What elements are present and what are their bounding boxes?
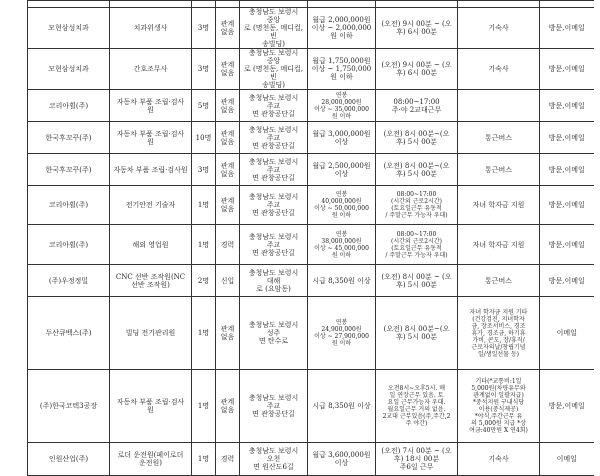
job-title-cell: 자동차 부품 조립·검사 원 (110, 90, 192, 122)
experience-cell: 경력 (216, 225, 240, 265)
company-cell: 모현삼성치과 (28, 8, 110, 49)
table-row (28, 122, 594, 154)
headcount-cell: 1명 (192, 297, 216, 370)
headcount-cell: 3명 (192, 8, 216, 49)
job-title-cell: 자동차 부품 조립·검사 원 (110, 122, 192, 154)
table-row (28, 49, 594, 90)
job-title-cell: 간호조무사 (110, 49, 192, 90)
benefit-cell: 통근버스 (458, 265, 540, 297)
location-cell: 충청남도 보령시 주교 면 관창공단길 (240, 122, 308, 154)
headcount-cell: 1명 (192, 443, 216, 476)
company-cell: 두산큐벡스(주) (28, 297, 110, 370)
location-cell: 충청남도 보령시 주교 면 관창공단길 (240, 370, 308, 443)
benefit-cell: 통근버스 (458, 122, 540, 154)
benefit-cell: 통근버스 (458, 154, 540, 186)
experience-cell: 관계 없음 (216, 154, 240, 186)
headcount-cell: 10명 (192, 122, 216, 154)
job-listing-table (27, 0, 594, 476)
table-row (28, 154, 594, 186)
table-top-edge (28, 1, 594, 8)
location-cell: 충청남도 보령시 주교 면 관창공단길 (240, 186, 308, 225)
job-title-cell: 치과위생사 (110, 8, 192, 49)
experience-cell: 관계 없음 (216, 49, 240, 90)
work-hours-cell: 08:00~17:00 (시간외 근로2시간) (토요일근무 유동적 / 주말근무 가능자 우대) (376, 186, 458, 225)
work-hours-cell: (오전) 8시 00분~(오 후) 5시 00분 (376, 154, 458, 186)
table-row (28, 370, 594, 443)
experience-cell: 관계 없음 (216, 8, 240, 49)
company-cell: (주)우정정밀 (28, 265, 110, 297)
apply-method-cell: 이메일 (540, 443, 594, 476)
location-cell: 충청남도 보령시 주교 면 관창공단길 (240, 154, 308, 186)
pay-cell: 월급 2,000,000원 이상 ~ 2,000,000 원 이하 (308, 8, 376, 49)
job-title-cell: 해외 영업원 (110, 225, 192, 265)
pay-cell: 월급 1,750,000원 이상 ~ 1,750,000 원 이하 (308, 49, 376, 90)
location-cell: 충청남도 보령시 주교 면 관창공단길 (240, 225, 308, 265)
company-cell: 한국후꼬꾸(주) (28, 122, 110, 154)
pay-cell: 연봉 40,000,000원 이상 ~ 50,000,000 원 이하 (308, 186, 376, 225)
headcount-cell: 1명 (192, 225, 216, 265)
headcount-cell: 3명 (192, 49, 216, 90)
pay-cell: 월급 3,600,000원 이상 (308, 443, 376, 476)
apply-method-cell: 방문,이메일 (540, 8, 594, 49)
company-cell: (주)한국코텍3공장 (28, 370, 110, 443)
company-cell: 인원산업(주) (28, 443, 110, 476)
benefit-cell: 자녀 학자금 지원 (458, 225, 540, 265)
headcount-cell: 1명 (192, 186, 216, 225)
benefit-cell: 기타(*교통비:1일 5,000원(차량유무와 관계없이 일괄지급) *중석지원 구내식당 이용(중식제공) *야식,주간근무 유 의 5,000원 지급 *상 여금:40만원 X 연4회) (458, 370, 540, 443)
location-cell: 충청남도 보령시 중앙 로 (명천동, 메디컬,빈 송빌딩) (240, 8, 308, 49)
experience-cell: 관계 없음 (216, 122, 240, 154)
pay-cell: 연봉 38,000,000원 이상 ~ 45,000,000 원 이하 (308, 225, 376, 265)
benefit-cell (458, 90, 540, 122)
experience-cell: 관계 없음 (216, 297, 240, 370)
apply-method-cell: 방문,이메일 (540, 49, 594, 90)
table-row (28, 297, 594, 370)
pay-cell: 시급 8,350원 이상 (308, 265, 376, 297)
benefit-cell: 기숙사 (458, 49, 540, 90)
location-cell: 충청남도 보령시 주교 면 관창공단길 (240, 90, 308, 122)
apply-method-cell: 이메일 (540, 297, 594, 370)
company-cell: 모현삼성치과 (28, 49, 110, 90)
location-cell: 충청남도 보령시 오천 면 원산도6길 (240, 443, 308, 476)
company-cell: 한국후꼬꾸(주) (28, 154, 110, 186)
apply-method-cell: 방문,이메일 (540, 225, 594, 265)
experience-cell: 경력 (216, 443, 240, 476)
company-cell: 코리아휠(주) (28, 186, 110, 225)
work-hours-cell: 08:00~17:00 주·야 2교대근무 (376, 90, 458, 122)
benefit-cell: 자녀 학자금 지원 (458, 186, 540, 225)
table-row (28, 225, 594, 265)
table-row (28, 265, 594, 297)
experience-cell: 관계 없음 (216, 90, 240, 122)
headcount-cell: 2명 (192, 265, 216, 297)
pay-cell: 연봉 28,000,000원 이상 ~ 35,000,000 원 이하 (308, 90, 376, 122)
job-title-cell: 자동차 부품 조립·검사원 (110, 154, 192, 186)
headcount-cell: 3명 (192, 154, 216, 186)
benefit-cell: 기숙사 (458, 443, 540, 476)
work-hours-cell: (오전) 8시 00분~(오 후) 5시 00분 (376, 297, 458, 370)
location-cell: 충청남도 보령시 성주 면 탄수로 (240, 297, 308, 370)
benefit-cell: 기숙사 (458, 8, 540, 49)
headcount-cell: 1명 (192, 370, 216, 443)
pay-cell: 월급 2,500,000원 이상 (308, 154, 376, 186)
location-cell: 충청남도 보령시 중앙 로 (명천동, 메디컬,빈 송빌딩) (240, 49, 308, 90)
apply-method-cell: 방문,이메일 (540, 122, 594, 154)
apply-method-cell: 방문,이메일 (540, 154, 594, 186)
company-cell: 코리아휠(주) (28, 225, 110, 265)
job-title-cell: CNC 선반 조작원(NC 선반 조작원) (110, 265, 192, 297)
job-listing-table-wrapper (27, 0, 593, 476)
work-hours-cell: (오전) 9시 00분 ~ (오 후) 6시 00분 (376, 8, 458, 49)
apply-method-cell: 방문,이메일 (540, 265, 594, 297)
apply-method-cell: 방문,이메일 (540, 370, 594, 443)
experience-cell: 관계 없음 (216, 186, 240, 225)
apply-method-cell: 방문,이메일 (540, 90, 594, 122)
work-hours-cell: (오전) 8시 00분~(오 후) 5시 00분 (376, 122, 458, 154)
job-title-cell: 자동차 부품 조립·검사 원 (110, 370, 192, 443)
pay-cell: 월급 3,000,000원 이상 (308, 122, 376, 154)
apply-method-cell: 방문,이메일 (540, 186, 594, 225)
table-row (28, 8, 594, 49)
headcount-cell: 5명 (192, 90, 216, 122)
work-hours-cell: 오전8시~오후5시. 매 일 연장근무 있음. 토 요일 근무가능자 우대. 월요일근무 거의 없음. 2교대 근무있음(주,주간,2 주 야간) (376, 370, 458, 443)
table-row (28, 186, 594, 225)
work-hours-cell: (오전) 7시 00분 ~ (오 후) 18시 00분 주6일 근무 (376, 443, 458, 476)
pay-cell: 연봉 24,900,000원 이상 ~ 27,900,000 원 이하 (308, 297, 376, 370)
job-title-cell: 로더 운전원(페이로더 운전원) (110, 443, 192, 476)
table-row (28, 90, 594, 122)
job-title-cell: 빌딩 전기관리원 (110, 297, 192, 370)
experience-cell: 관계 없음 (216, 370, 240, 443)
work-hours-cell: (오전) 9시 00분 ~ (오 후) 6시 00분 (376, 49, 458, 90)
benefit-cell: 자녀 학자금 지원 기타 (건강검진, 지녀학자 금, 장조서비스, 경조 휴가, 경조금, 하기휴 가비, 콘도, 장/휴직/ 근로자의날/창립기념 일/생일선물 등) (458, 297, 540, 370)
company-cell: 코리아휠(주) (28, 90, 110, 122)
location-cell: 충청남도 보령시 대해 로 (요암동) (240, 265, 308, 297)
table-row (28, 443, 594, 476)
job-title-cell: 전기안전 기술자 (110, 186, 192, 225)
experience-cell: 신입 (216, 265, 240, 297)
pay-cell: 시급 8,350원 이상 (308, 370, 376, 443)
work-hours-cell: 08:00~17:00 (시간외 근로2시간) (토요일근무 유동적 / 주말근무 가능자 우대) (376, 225, 458, 265)
work-hours-cell: (오전) 8시 00분 ~ (오 후) 5시 00분 (376, 265, 458, 297)
